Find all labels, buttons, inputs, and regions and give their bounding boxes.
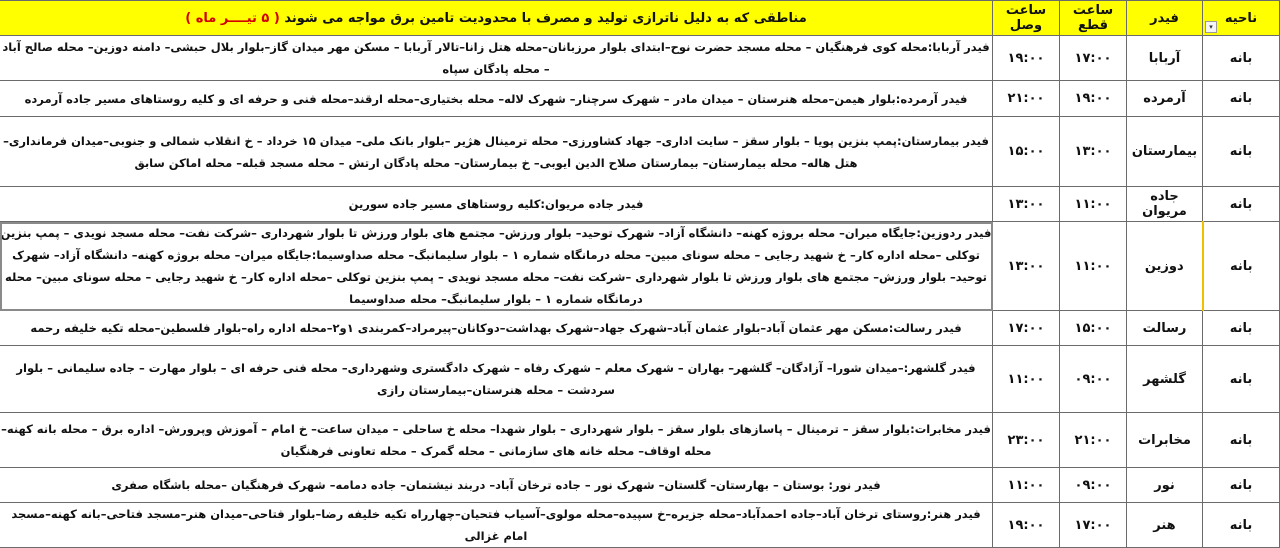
areas-cell: فیدر آربابا:محله کوی فرهنگیان – محله مسجد حضرت نوح–ابتدای بلوار مرزبانان–محله هتل زانا–تالار آربابا – مسکن مهر میدان گاز–بلوار بلال حبشی– دامنه دوزین– محله صالح آباد – محله پادگان سپاه xyxy=(0,36,993,81)
reconnect-time-cell: ۱۱:۰۰ xyxy=(993,346,1060,413)
header-areas-title: مناطقی که به دلیل ناترازی تولید و مصرف با محدودیت تامین برق مواجه می شوند xyxy=(284,10,807,26)
district-cell: بانه xyxy=(1203,468,1280,503)
feeder-cell: آربابا xyxy=(1127,36,1203,81)
reconnect-time-cell: ۱۹:۰۰ xyxy=(993,503,1060,548)
areas-cell: فیدر مخابرات:بلوار سقز – ترمینال – پاسازهای بلوار سقز – بلوار شهرداری – بلوار شهدا– محله خ ساحلی – میدان ساعت– خ امام – آموزش وپرورش– اداره برق – محله بانه کهنه– محله اوقاف– محله خانه های سازمانی – محله گمرک – محله تعاونی فرهنگیان xyxy=(0,413,993,468)
district-cell: بانه xyxy=(1203,413,1280,468)
areas-cell: فیدر هنر:روستای ترخان آباد–جاده احمدآباد–محله جزیره–خ سپیده–محله مولوی–آسیاب فتحیان–چهارراه تکیه خلیفه رضا–بلوار فتاحی–میدان هنر–مسجد فتاحی–بانه کهنه–مسجد امام غزالی xyxy=(0,503,993,548)
table-row xyxy=(0,222,1280,311)
table-row xyxy=(0,311,1280,346)
table-row xyxy=(0,36,1280,81)
table-row xyxy=(0,187,1280,222)
header-cut-time: ساعت قطع xyxy=(1060,1,1127,36)
feeder-cell: رسالت xyxy=(1127,311,1203,346)
cut-time-cell: ۰۹:۰۰ xyxy=(1060,468,1127,503)
feeder-cell: مخابرات xyxy=(1127,413,1203,468)
district-cell: بانه xyxy=(1203,311,1280,346)
header-row xyxy=(0,1,1280,36)
reconnect-time-cell: ۱۷:۰۰ xyxy=(993,311,1060,346)
table-row xyxy=(0,468,1280,503)
table-row xyxy=(0,503,1280,548)
district-cell: بانه xyxy=(1203,187,1280,222)
reconnect-time-cell: ۱۵:۰۰ xyxy=(993,117,1060,187)
areas-cell: فیدر جاده مریوان:کلیه روستاهای مسیر جاده سورین xyxy=(0,187,993,222)
feeder-cell: دوزین xyxy=(1127,222,1203,311)
cut-time-cell: ۱۵:۰۰ xyxy=(1060,311,1127,346)
header-district xyxy=(1203,1,1280,36)
feeder-cell: نور xyxy=(1127,468,1203,503)
table-row xyxy=(0,346,1280,413)
cut-time-cell: ۱۱:۰۰ xyxy=(1060,222,1127,311)
areas-cell: فیدر آرمرده:بلوار هیمن–محله هنرستان – میدان مادر – شهرک سرچنار– شهرک لاله– محله بختیاری–محله ارقند–محله فنی و حرفه ای و کلیه روستاهای مسیر جاده آرمرده xyxy=(0,81,993,117)
district-cell: بانه xyxy=(1203,117,1280,187)
reconnect-time-cell: ۲۱:۰۰ xyxy=(993,81,1060,117)
cut-time-cell: ۱۷:۰۰ xyxy=(1060,36,1127,81)
feeder-cell: هنر xyxy=(1127,503,1203,548)
reconnect-time-cell: ۱۳:۰۰ xyxy=(993,187,1060,222)
areas-cell: فیدر نور: بوستان – بهارستان– گلستان– شهرک نور – جاده ترخان آباد– دربند نیشتمان– جاده دمامه– شهرک فرهنگیان –محله باشگاه صفری xyxy=(0,468,993,503)
table-row xyxy=(0,413,1280,468)
feeder-cell: بیمارستان xyxy=(1127,117,1203,187)
header-reconnect-time: ساعت وصل xyxy=(993,1,1060,36)
areas-cell-selected[interactable]: فیدر ردوزین:جایگاه میران– محله بروژه کهنه– دانشگاه آزاد– شهرک توحید– بلوار ورزش– مجتمع های بلوار ورزش تا بلوار شهرداری –شرکت نفت– محله مسجد نویدی – پمپ بنزین توکلی –محله اداره کار– خ شهید رجایی – محله سونای مبین– محله درمانگاه شماره ۱ – بلوار سلیمانبگ– محله صداوسیما:جایگاه میران– محله بروژه کهنه– دانشگاه آزاد– شهرک توحید– بلوار ورزش– مجتمع های بلوار ورزش تا بلوار شهرداری –شرکت نفت– محله مسجد نویدی – پمپ بنزین توکلی –محله اداره کار– خ شهید رجایی – محله سونای مبین– محله درمانگاه شماره ۱ – بلوار سلیمانبگ– محله صداوسیما xyxy=(0,222,993,311)
table-row xyxy=(0,81,1280,117)
district-cell: بانه xyxy=(1203,81,1280,117)
header-areas-date: ( ۵ تیــــر ماه ) xyxy=(185,10,280,26)
areas-cell: فیدر رسالت:مسکن مهر عثمان آباد–بلوار عثمان آباد–شهرک جهاد–شهرک بهداشت–دوکانان–پیرمراد–کمربندی ۱و۲–محله اداره راه–بلوار فلسطین–محله تکیه خلیفه رحمه xyxy=(0,311,993,346)
filter-dropdown-icon[interactable]: ▾ xyxy=(1205,21,1217,33)
district-cell: بانه xyxy=(1203,36,1280,81)
feeder-cell: آرمرده xyxy=(1127,81,1203,117)
cut-time-cell: ۱۷:۰۰ xyxy=(1060,503,1127,548)
header-areas xyxy=(0,1,993,36)
district-cell: بانه xyxy=(1203,222,1280,311)
cut-time-cell: ۰۹:۰۰ xyxy=(1060,346,1127,413)
district-cell: بانه xyxy=(1203,346,1280,413)
areas-cell: فیدر گلشهر:–میدان شورا– آزادگان– گلشهر– بهاران – شهرک معلم – شهرک رفاه – شهرک دادگستری وشهرداری– محله فنی حرفه ای – بلوار مهارت – جاده سلیمانی – بلوار سردشت – محله هنرستان–بیمارستان رازی xyxy=(0,346,993,413)
reconnect-time-cell: ۱۱:۰۰ xyxy=(993,468,1060,503)
district-cell: بانه xyxy=(1203,503,1280,548)
table-row xyxy=(0,117,1280,187)
reconnect-time-cell: ۱۳:۰۰ xyxy=(993,222,1060,311)
header-feeder: فیدر xyxy=(1127,1,1203,36)
header-district-label: ناحیه xyxy=(1224,10,1258,26)
cut-time-cell: ۲۱:۰۰ xyxy=(1060,413,1127,468)
reconnect-time-cell: ۱۹:۰۰ xyxy=(993,36,1060,81)
cut-time-cell: ۱۱:۰۰ xyxy=(1060,187,1127,222)
feeder-cell: گلشهر xyxy=(1127,346,1203,413)
cut-time-cell: ۱۹:۰۰ xyxy=(1060,81,1127,117)
feeder-cell: جاده مریوان xyxy=(1127,187,1203,222)
reconnect-time-cell: ۲۳:۰۰ xyxy=(993,413,1060,468)
areas-cell: فیدر بیمارستان:پمپ بنزین پویا – بلوار سقز – سایت اداری– جهاد کشاورزی– محله ترمینال هژیر –بلوار بانک ملی– میدان ۱۵ خرداد – خ انقلاب شمالی و جنوبی–میدان فرمانداری– هتل هاله– محله بیمارستان– بیمارستان صلاح الدین ایوبی– خ بیمارستان– محله پادگان ارتش – محله مسجد قبله– محله اماکن سابق xyxy=(0,117,993,187)
cut-time-cell: ۱۳:۰۰ xyxy=(1060,117,1127,187)
